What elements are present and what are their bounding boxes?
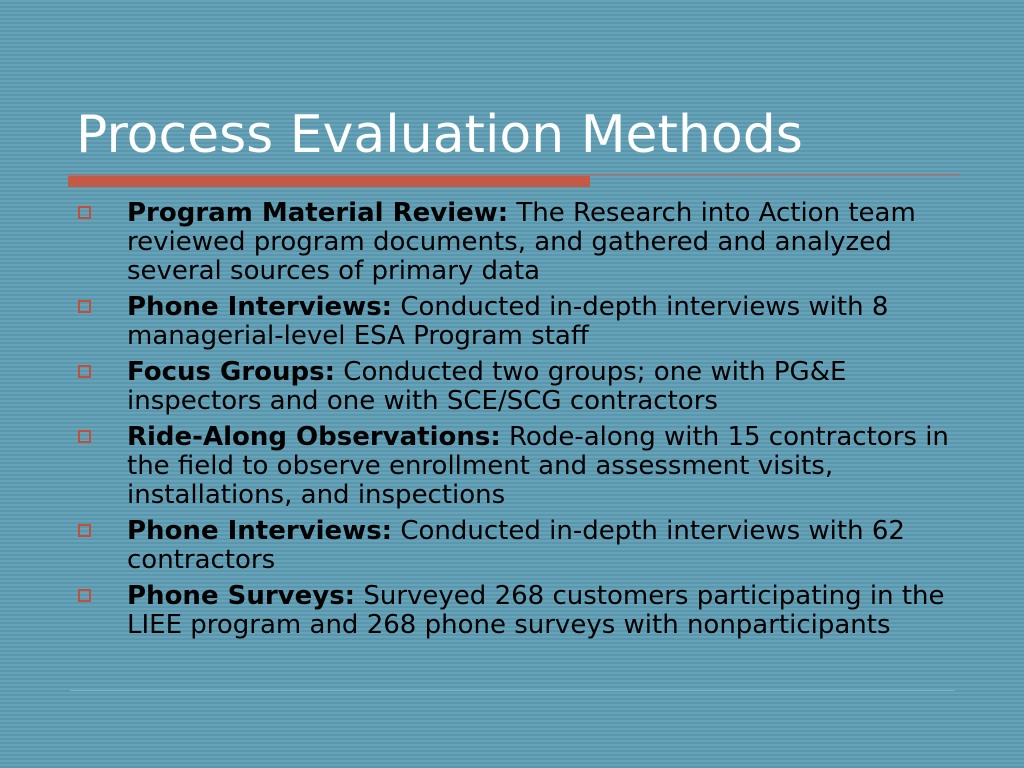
hollow-square-bullet-icon — [78, 589, 91, 602]
bullet-text: Surveyed 268 customers participating in the LIEE program and 268 phone surveys with nonparticipants — [127, 581, 945, 640]
title-underline-rule — [68, 174, 960, 175]
bullet-term: Phone Interviews: — [127, 516, 393, 546]
bullet-term: Ride-Along Observations: — [127, 422, 501, 452]
bullet-list — [76, 199, 976, 647]
bullet-text: Conducted two groups; one with PG&E inspectors and one with SCE/SCG contractors — [127, 357, 847, 416]
bullet-item-ride-along-observations — [76, 423, 976, 510]
bullet-item-phone-surveys — [76, 582, 976, 640]
hollow-square-bullet-icon — [78, 430, 91, 443]
title-accent-bar — [68, 176, 590, 187]
bullet-text: Conducted in-depth interviews with 62 contractors — [127, 516, 905, 575]
bullet-term: Focus Groups: — [127, 357, 336, 387]
slide-title: Process Evaluation Methods — [76, 105, 803, 165]
bullet-text: Conducted in-depth interviews with 8 managerial-level ESA Program staff — [127, 292, 889, 351]
bullet-term: Phone Interviews: — [127, 292, 393, 322]
hollow-square-bullet-icon — [78, 300, 91, 313]
hollow-square-bullet-icon — [78, 524, 91, 537]
bullet-item-program-material-review — [76, 199, 976, 286]
bullet-text: Rode-along with 15 contractors in the field to observe enrollment and assessment visits, installations, and inspections — [127, 422, 949, 510]
footer-divider — [70, 690, 955, 691]
bullet-item-phone-interviews-contractors — [76, 517, 976, 575]
bullet-item-focus-groups — [76, 358, 976, 416]
bullet-text: The Research into Action team reviewed program documents, and gathered and analyzed several sources of primary data — [127, 198, 916, 286]
hollow-square-bullet-icon — [78, 206, 91, 219]
bullet-item-phone-interviews-staff — [76, 293, 976, 351]
hollow-square-bullet-icon — [78, 365, 91, 378]
bullet-term: Program Material Review: — [127, 198, 509, 228]
bullet-term: Phone Surveys: — [127, 581, 356, 611]
